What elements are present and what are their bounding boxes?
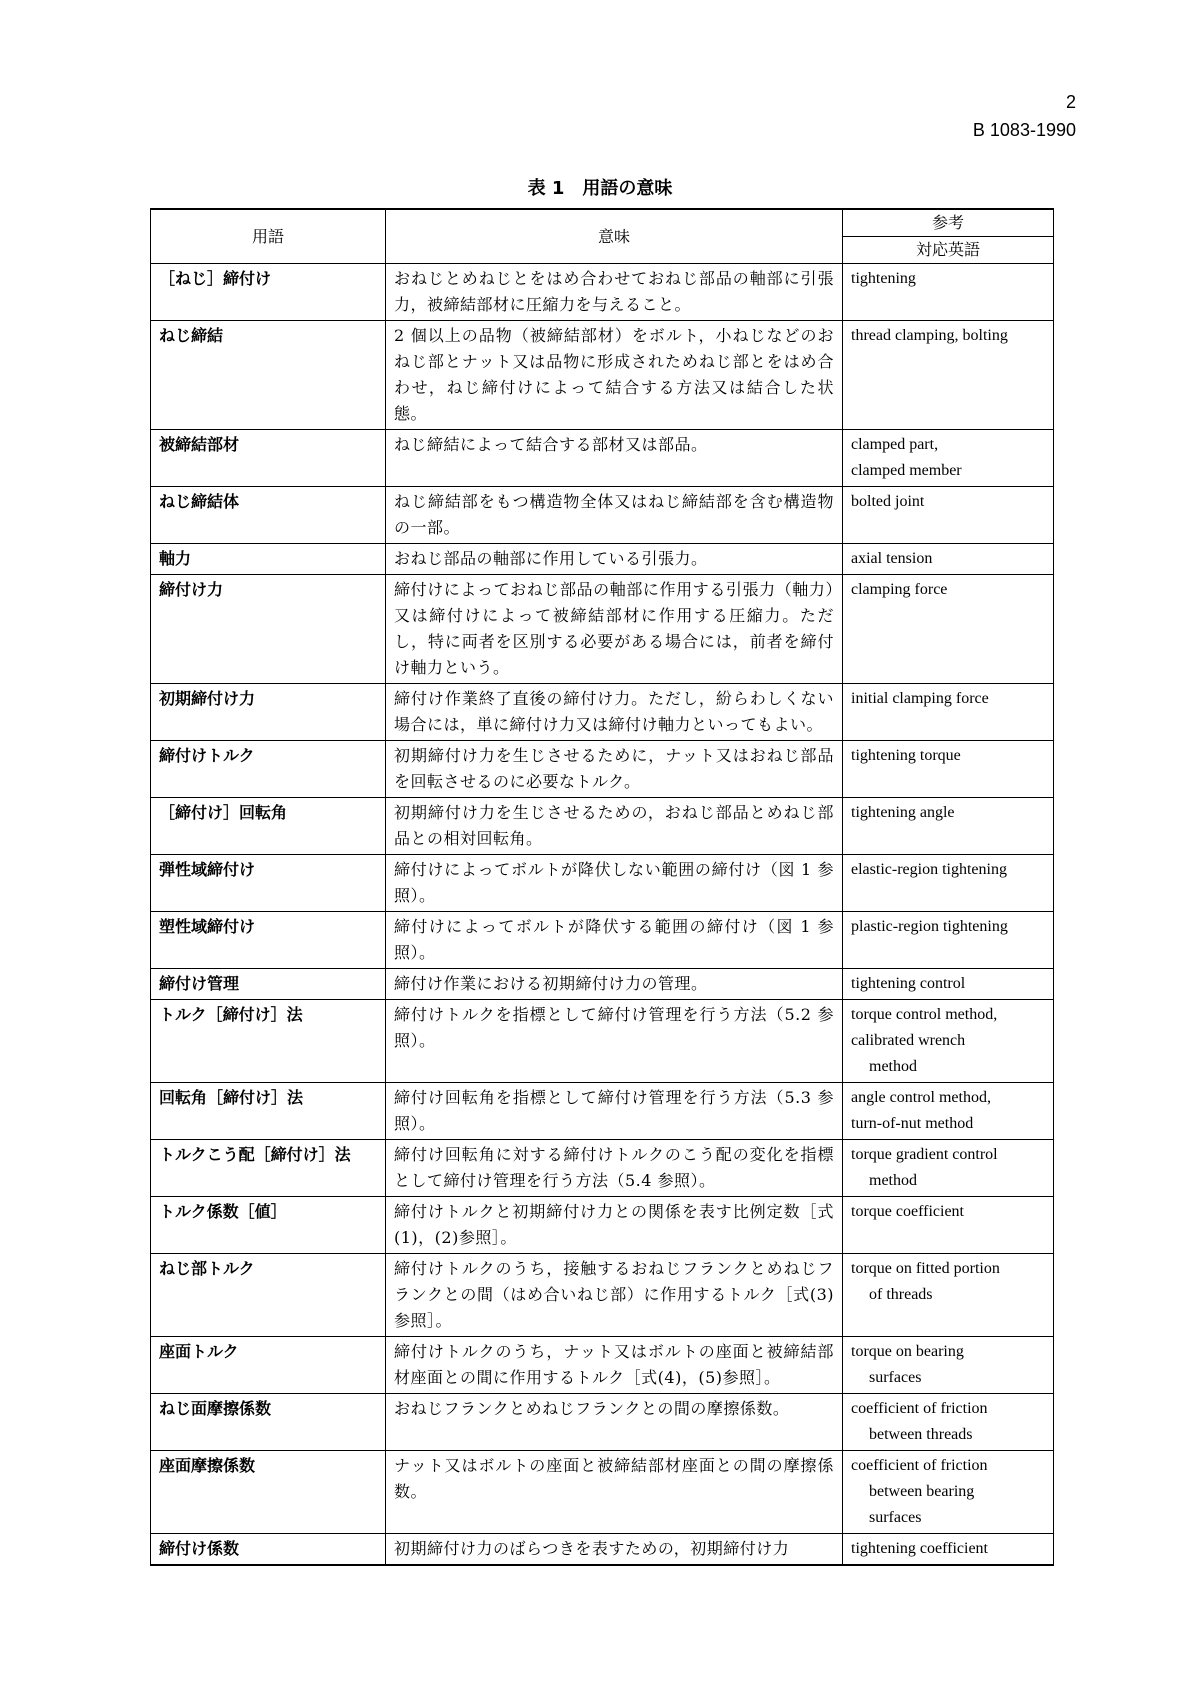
english-cell	[843, 741, 1054, 798]
english-cell	[843, 1534, 1054, 1566]
english-cell	[843, 487, 1054, 544]
table-row	[151, 487, 1054, 544]
term-cell: ［ねじ］締付け	[151, 264, 386, 321]
term-cell: ［締付け］回転角	[151, 798, 386, 855]
meaning-cell: 締付けによってボルトが降伏する範囲の締付け（図 1 参照）。	[386, 912, 843, 969]
english-term-line: initial clamping force	[851, 690, 989, 707]
english-term-line: tightening coefficient	[851, 1540, 988, 1557]
table-row	[151, 430, 1054, 487]
term-cell: トルク係数［値］	[151, 1197, 386, 1254]
english-term-line: torque gradient control	[851, 1146, 998, 1163]
table-row	[151, 912, 1054, 969]
term-cell: 締付け係数	[151, 1534, 386, 1566]
term-cell: 塑性域締付け	[151, 912, 386, 969]
english-cell	[843, 1197, 1054, 1254]
table-row	[151, 264, 1054, 321]
table-row	[151, 1451, 1054, 1534]
english-cell	[843, 1000, 1054, 1083]
english-cell	[843, 575, 1054, 684]
english-term-line: tightening	[851, 270, 916, 287]
english-term-line: between threads	[869, 1426, 973, 1443]
english-term-line: method	[869, 1058, 917, 1075]
meaning-cell: 締付けによっておねじ部品の軸部に作用する引張力（軸力）又は締付けによって被締結部材に作用する圧縮力。ただし，特に両者を区別する必要がある場合には，前者を締付け軸力という。	[386, 575, 843, 684]
term-cell: ねじ締結	[151, 321, 386, 430]
term-cell: 締付けトルク	[151, 741, 386, 798]
terms-table	[150, 208, 1054, 1566]
table-row	[151, 1254, 1054, 1337]
meaning-cell: おねじフランクとめねじフランクとの間の摩擦係数。	[386, 1394, 843, 1451]
english-cell	[843, 430, 1054, 487]
english-term-line: coefficient of friction	[851, 1457, 988, 1474]
meaning-cell: 締付けトルクを指標として締付け管理を行う方法（5.2 参照）。	[386, 1000, 843, 1083]
meaning-cell: 締付け作業における初期締付け力の管理。	[386, 969, 843, 1000]
table-row	[151, 1000, 1054, 1083]
english-cell	[843, 969, 1054, 1000]
table-row	[151, 684, 1054, 741]
meaning-cell: 締付けトルクのうち，接触するおねじフランクとめねじフランクとの間（はめ合いねじ部）に作用するトルク［式(3)参照］。	[386, 1254, 843, 1337]
term-cell: 座面トルク	[151, 1337, 386, 1394]
term-cell: ねじ締結体	[151, 487, 386, 544]
meaning-cell: 2 個以上の品物（被締結部材）をボルト，小ねじなどのおねじ部とナット又は品物に形成されためねじ部とをはめ合わせ，ねじ締付けによって結合する方法又は結合した状態。	[386, 321, 843, 430]
english-cell	[843, 798, 1054, 855]
english-term-line: tightening angle	[851, 804, 955, 821]
english-cell	[843, 1394, 1054, 1451]
term-cell: 軸力	[151, 544, 386, 575]
meaning-cell: 締付けトルクのうち，ナット又はボルトの座面と被締結部材座面との間に作用するトルク［式(4)，(5)参照］。	[386, 1337, 843, 1394]
english-term-line: bolted joint	[851, 493, 925, 510]
english-cell	[843, 544, 1054, 575]
term-cell: 座面摩擦係数	[151, 1451, 386, 1534]
english-cell	[843, 855, 1054, 912]
english-term-line: plastic-region tightening	[851, 918, 1008, 935]
standard-code: B 1083-1990	[972, 120, 1076, 140]
english-cell	[843, 1254, 1054, 1337]
english-cell	[843, 1083, 1054, 1140]
header-meaning: 意味	[386, 209, 843, 264]
term-cell: 締付け力	[151, 575, 386, 684]
meaning-cell: 締付け回転角を指標として締付け管理を行う方法（5.3 参照）。	[386, 1083, 843, 1140]
table-header	[151, 209, 1054, 264]
english-term-line: between bearing	[869, 1483, 975, 1500]
term-cell: トルク［締付け］法	[151, 1000, 386, 1083]
table-body	[151, 264, 1054, 1566]
english-term-line: tightening torque	[851, 747, 961, 764]
header-reference: 参考	[843, 209, 1054, 237]
meaning-cell: 締付け作業終了直後の締付け力。ただし，紛らわしくない場合には，単に締付け力又は締付け軸力といってもよい。	[386, 684, 843, 741]
english-term-line: angle control method,	[851, 1089, 991, 1106]
term-cell: ねじ面摩擦係数	[151, 1394, 386, 1451]
meaning-cell: 初期締付け力を生じさせるための，おねじ部品とめねじ部品との相対回転角。	[386, 798, 843, 855]
english-term-line: clamped member	[851, 462, 962, 479]
english-cell	[843, 264, 1054, 321]
table-row	[151, 1197, 1054, 1254]
english-term-line: clamping force	[851, 581, 948, 598]
english-cell	[843, 1140, 1054, 1197]
table-row	[151, 575, 1054, 684]
english-term-line: clamped part,	[851, 436, 939, 453]
meaning-cell: ナット又はボルトの座面と被締結部材座面との間の摩擦係数。	[386, 1451, 843, 1534]
term-cell: 締付け管理	[151, 969, 386, 1000]
english-term-line: turn-of-nut method	[851, 1115, 974, 1132]
meaning-cell: おねじとめねじとをはめ合わせておねじ部品の軸部に引張力，被締結部材に圧縮力を与えること。	[386, 264, 843, 321]
table-row	[151, 1140, 1054, 1197]
term-cell: 回転角［締付け］法	[151, 1083, 386, 1140]
meaning-cell: 締付けトルクと初期締付け力との関係を表す比例定数［式(1)，(2)参照］。	[386, 1197, 843, 1254]
english-term-line: thread clamping, bolting	[851, 327, 1008, 344]
table-row	[151, 1337, 1054, 1394]
english-cell	[843, 1337, 1054, 1394]
english-cell	[843, 1451, 1054, 1534]
term-cell: 初期締付け力	[151, 684, 386, 741]
english-cell	[843, 321, 1054, 430]
page-number: 2	[1065, 92, 1076, 112]
english-term-line: surfaces	[869, 1509, 922, 1526]
table-row	[151, 1534, 1054, 1566]
table-row	[151, 1394, 1054, 1451]
english-term-line: torque on bearing	[851, 1343, 964, 1360]
meaning-cell: 初期締付け力を生じさせるために，ナット又はおねじ部品を回転させるのに必要なトルク。	[386, 741, 843, 798]
english-term-line: calibrated wrench	[851, 1032, 966, 1049]
english-term-line: torque control method,	[851, 1006, 998, 1023]
english-term-line: torque coefficient	[851, 1203, 964, 1220]
english-term-line: axial tension	[851, 550, 933, 567]
header-term: 用語	[151, 209, 386, 264]
meaning-cell: 締付け回転角に対する締付けトルクのこう配の変化を指標として締付け管理を行う方法（5.4 参照）。	[386, 1140, 843, 1197]
english-term-line: tightening control	[851, 975, 966, 992]
meaning-cell: 締付けによってボルトが降伏しない範囲の締付け（図 1 参照）。	[386, 855, 843, 912]
english-term-line: torque on fitted portion	[851, 1260, 1000, 1277]
term-cell: 弾性域締付け	[151, 855, 386, 912]
table-title: 表 1 用語の意味	[527, 178, 673, 199]
meaning-cell: 初期締付け力のばらつきを表すための，初期締付け力	[386, 1534, 843, 1566]
english-term-line: coefficient of friction	[851, 1400, 988, 1417]
table-row	[151, 544, 1054, 575]
table-row	[151, 855, 1054, 912]
meaning-cell: ねじ締結によって結合する部材又は部品。	[386, 430, 843, 487]
english-cell	[843, 684, 1054, 741]
english-term-line: of threads	[869, 1286, 933, 1303]
term-cell: 被締結部材	[151, 430, 386, 487]
header-english: 対応英語	[843, 237, 1054, 264]
table-row	[151, 741, 1054, 798]
table-row	[151, 1083, 1054, 1140]
english-term-line: surfaces	[869, 1369, 922, 1386]
table-row	[151, 969, 1054, 1000]
term-cell: トルクこう配［締付け］法	[151, 1140, 386, 1197]
english-cell	[843, 912, 1054, 969]
english-term-line: elastic-region tightening	[851, 861, 1007, 878]
table-row	[151, 321, 1054, 430]
table-row	[151, 798, 1054, 855]
term-cell: ねじ部トルク	[151, 1254, 386, 1337]
meaning-cell: おねじ部品の軸部に作用している引張力。	[386, 544, 843, 575]
meaning-cell: ねじ締結部をもつ構造物全体又はねじ締結部を含む構造物の一部。	[386, 487, 843, 544]
english-term-line: method	[869, 1172, 917, 1189]
